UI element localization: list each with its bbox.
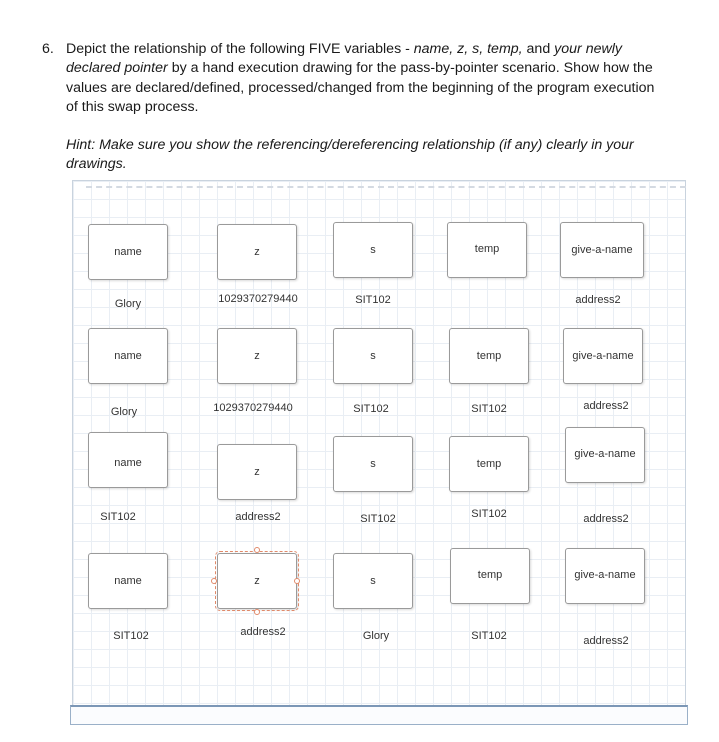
value-z: 1029370279440: [218, 293, 298, 305]
value-pointer: address2: [583, 400, 629, 412]
var-box-temp[interactable]: [447, 222, 527, 278]
var-box-name[interactable]: [88, 224, 168, 280]
resize-handle-bottom[interactable]: [254, 609, 260, 615]
resize-handle-right[interactable]: [294, 578, 300, 584]
var-box-s[interactable]: [333, 328, 413, 384]
var-box-name[interactable]: [88, 328, 168, 384]
var-box-z[interactable]: [217, 444, 297, 500]
value-z: 1029370279440: [213, 402, 293, 414]
value-temp: SIT102: [471, 403, 507, 415]
var-box-s[interactable]: [333, 222, 413, 278]
box-label: give-a-name: [574, 448, 636, 460]
var-box-temp[interactable]: [449, 328, 529, 384]
box-label: z: [254, 246, 260, 258]
value-name: Glory: [110, 406, 138, 418]
box-label: s: [370, 244, 376, 256]
question-text: [66, 40, 662, 117]
value-s: SIT102: [353, 403, 389, 415]
box-label: temp: [477, 569, 503, 581]
value-z: address2: [235, 511, 281, 523]
box-label: temp: [476, 350, 502, 362]
box-label: give-a-name: [572, 350, 634, 362]
box-label: z: [254, 466, 260, 478]
value-pointer: address2: [583, 513, 629, 525]
var-box-z[interactable]: [217, 224, 297, 280]
var-box-pointer[interactable]: [563, 328, 643, 384]
value-s: Glory: [362, 630, 390, 642]
box-label: temp: [476, 458, 502, 470]
value-s: SIT102: [355, 294, 391, 306]
resize-handle-top[interactable]: [254, 547, 260, 553]
value-name: Glory: [114, 298, 142, 310]
box-label: s: [370, 350, 376, 362]
box-label: give-a-name: [571, 244, 633, 256]
question-number: 6.: [42, 41, 54, 57]
value-pointer: address2: [583, 635, 629, 647]
box-label: s: [370, 458, 376, 470]
value-name: SIT102: [100, 511, 136, 523]
var-box-temp[interactable]: [450, 548, 530, 604]
box-label: temp: [474, 243, 500, 255]
var-box-temp[interactable]: [449, 436, 529, 492]
var-box-name[interactable]: [88, 432, 168, 488]
box-label: name: [114, 457, 142, 469]
value-z: address2: [240, 626, 286, 638]
value-pointer: address2: [575, 294, 621, 306]
question-rest: by a hand execution drawing for the pass-by-pointer scenario. Show how the values are declared/defined, processed/changed from the beginning of the program execution of this swap process.: [66, 60, 655, 115]
var-box-pointer[interactable]: [565, 427, 645, 483]
var-box-name[interactable]: [88, 553, 168, 609]
var-box-pointer[interactable]: [565, 548, 645, 604]
var-box-s[interactable]: [333, 553, 413, 609]
resize-handle-left[interactable]: [211, 578, 217, 584]
canvas-top-dashes: [86, 186, 686, 188]
question-intro: Depict the relationship of the following FIVE variables -: [66, 41, 414, 57]
box-label: name: [114, 575, 142, 587]
box-label: s: [370, 575, 376, 587]
canvas-bottom-bar: [70, 705, 688, 725]
var-box-z[interactable]: [217, 328, 297, 384]
box-label: name: [114, 350, 142, 362]
value-s: SIT102: [360, 513, 396, 525]
box-label: z: [254, 350, 260, 362]
hint-text: Hint: Make sure you show the referencing/dereferencing relationship (if any) clearly in your drawings.: [66, 137, 634, 173]
var-box-s[interactable]: [333, 436, 413, 492]
question-and: and: [522, 41, 555, 57]
question-variables: name, z, s, temp,: [413, 41, 523, 57]
value-temp: SIT102: [471, 630, 507, 642]
var-box-z-selected[interactable]: [217, 553, 297, 609]
question-pointer: your newly declared pointer: [66, 41, 622, 77]
value-name: SIT102: [113, 630, 149, 642]
box-label: name: [114, 246, 142, 258]
box-label: z: [254, 575, 260, 587]
value-temp: SIT102: [471, 508, 507, 520]
box-label: give-a-name: [574, 569, 636, 581]
var-box-pointer[interactable]: [560, 222, 644, 278]
